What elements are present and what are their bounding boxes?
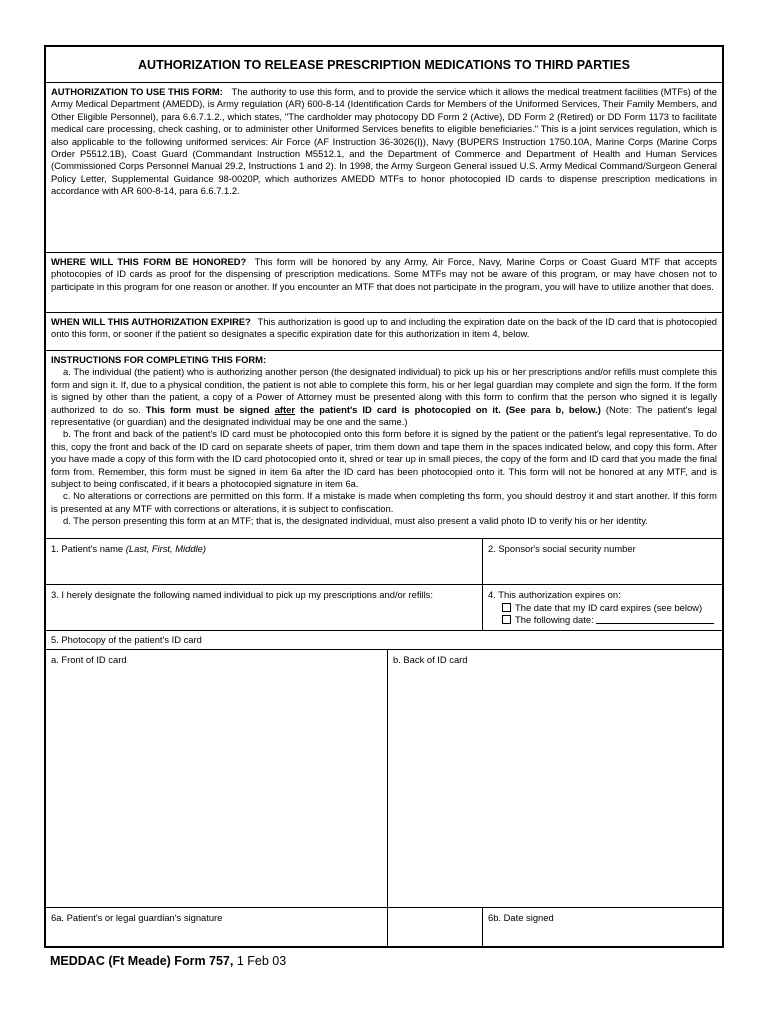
designee-field[interactable] <box>46 585 482 630</box>
signature-field[interactable] <box>46 908 482 948</box>
sponsor-ssn-label: 2. Sponsor's social security number <box>488 543 636 554</box>
expiration-date-blank[interactable] <box>596 614 714 624</box>
id-card-photocopy-area <box>46 650 722 947</box>
expiration-option-id-card[interactable] <box>488 602 717 615</box>
expiration-label: 4. This authorization expires on: <box>488 589 621 600</box>
authorization-section <box>46 83 722 253</box>
instruction-a-underlined: after <box>274 403 296 415</box>
instruction-a-bold-1: This form must be signed <box>145 403 270 415</box>
items-3-4-row <box>46 585 722 631</box>
authorization-text: The authority to use this form, and to provide the service which it allows the medical treatment facilities (MTFs) of the Army Medical Department (AMEDD), is Army regulation (AR) 600-8-14 (Identification Cards for Members of the Uniformed Services, Their Family Members, and Other Eligible Personnel), para 6.6.7.1.2., which states, "The cardholder may photocopy DD Form 2 (Active), DD Form 2 (Retired) or DD Form 1173 to facilitate medical care processing, check cashing, or to administer other Uniformed Services benefits to eligible beneficiaries." This is a joint services regulation, which is also applicable to the following uniformed services: Air Force (AF Instruction 36-3026(I)), Navy (BUPERS Instruction 1750.10A, Marine Corps (Marine Corps Order P5512.1B), Coast Guard (Commandant Instruction M5512.1, and the Department of Commerce and Department of Health and Human Services (Commissioned Corps Personnel Manual 29.2, Instructions 1 and 2). In 1998, the Army Surgeon General issued U.S. Army Medical Command/Surgeon General Policy Letter, Supplemental Guidance 98-0020P, which authorizes AMEDD MTFs to honor photocopied ID cards to dispense prescription medications in accordance with AR 600-8-14, para 6.6.7.1.2. <box>51 86 717 197</box>
prescription-release-form <box>44 45 724 948</box>
authorization-heading: AUTHORIZATION TO USE THIS FORM: <box>51 86 223 97</box>
where-section <box>46 253 722 313</box>
signature-row <box>46 907 722 948</box>
form-title <box>46 47 722 83</box>
when-text: This authorization is good up to and including the expiration date on the back of the ID card that is photocopied onto this form, or sooner if the patient so designates a specific expiration date for this authorization in item 4, below. <box>51 316 717 340</box>
checkbox-icon[interactable] <box>502 603 511 612</box>
form-footer <box>50 954 286 968</box>
instruction-a-note: (Note: The patient's legal representative (or guardian) and the designated individual may be one and the same.) <box>51 403 717 428</box>
id-card-photocopy-header <box>46 631 722 650</box>
patient-name-label: 1. Patient's name <box>51 543 124 554</box>
sponsor-ssn-field[interactable] <box>482 539 722 584</box>
when-section <box>46 313 722 351</box>
instructions-section <box>46 351 722 539</box>
designee-label: 3. I herely designate the following named individual to pick up my prescriptions and/or refills: <box>51 589 433 600</box>
instruction-a-bold-2: the patient's ID card is photocopied on it. (See para b, below.) <box>300 403 601 415</box>
where-heading: WHERE WILL THIS FORM BE HONORED? <box>51 256 247 267</box>
when-heading: WHEN WILL THIS AUTHORIZATION EXPIRE? <box>51 316 251 327</box>
instruction-b: b. The front and back of the patient's ID card must be photocopied onto this form before it is signed by the patient or the patient's legal representative. To do this, copy the front and back of the ID card on separate sheets of paper, trim them down and tape them in the spaces indicated below, and copy this form. After you have made a copy of this form with the ID card photocopied onto it, shred or tear up in small pieces, the copy of the form and ID card that you made the final form from. Remember, this form must be signed in item 6a after the ID card has been photocopied onto it. This form will not be honored at any MTF, and is subject to being confiscated, if it bears a photocopied signature in item 6a. <box>51 428 717 490</box>
form-title-text: AUTHORIZATION TO RELEASE PRESCRIPTION MEDICATIONS TO THIRD PARTIES <box>138 57 630 72</box>
patient-name-hint: (Last, First, Middle) <box>125 543 206 554</box>
form-date: 1 Feb 03 <box>236 954 287 968</box>
expiration-option-date-label: The following date: <box>515 614 594 625</box>
instruction-a <box>51 366 717 428</box>
instruction-c: c. No alterations or corrections are permitted on this form. If a mistake is made when completing ths form, you should destroy it and start another. If this form is presented at any MTF with corrections or alterations, it is subject to confiscation. <box>51 490 717 514</box>
instructions-heading: INSTRUCTIONS FOR COMPLETING THIS FORM: <box>51 354 267 365</box>
instruction-a-text: a. The individual (the patient) who is authorizing another person (the designated individual) to pick up his or her prescriptions and/or refills must complete this form and sign it. If, due to a physical condition, the patient is not able to complete this form, his or her legal guardian may complete and sign the form. If the form is signed by other than the patient, a copy of a Power of Attorney must be presented along with this form to confirm that the person who signed it is legally authorized to do so. <box>51 366 717 415</box>
date-signed-label: 6b. Date signed <box>488 912 554 923</box>
id-card-photocopy-label: 5. Photocopy of the patient's ID card <box>51 634 202 645</box>
front-id-card-label: a. Front of ID card <box>51 654 127 665</box>
expiration-option-date[interactable] <box>488 614 717 627</box>
patient-name-field[interactable] <box>46 539 482 584</box>
items-1-2-row <box>46 539 722 585</box>
expiration-field <box>482 585 722 630</box>
back-id-card-label: b. Back of ID card <box>393 654 468 665</box>
form-name: MEDDAC (Ft Meade) Form 757, <box>50 954 234 968</box>
expiration-option-id-card-label: The date that my ID card expires (see below) <box>515 601 703 613</box>
date-signed-field[interactable] <box>482 908 722 948</box>
back-id-card-area <box>387 650 722 946</box>
signature-label: 6a. Patient's or legal guardian's signature <box>51 912 223 923</box>
front-id-card-area <box>46 650 387 946</box>
instruction-d: d. The person presenting this form at an MTF; that is, the designated individual, must also present a valid photo ID to verify his or her identity. <box>63 515 648 527</box>
checkbox-icon[interactable] <box>502 615 511 624</box>
where-text: This form will be honored by any Army, Air Force, Navy, Marine Corps or Coast Guard MTF that accepts photocopies of ID cards as proof for the dispensing of prescription medications. Some MTFs may not be aware of this program, or may have chosen not to participate in this program for one reason or another. If you encounter an MTF that does not participate in the program, you will have to utilize another that does. <box>51 256 717 292</box>
